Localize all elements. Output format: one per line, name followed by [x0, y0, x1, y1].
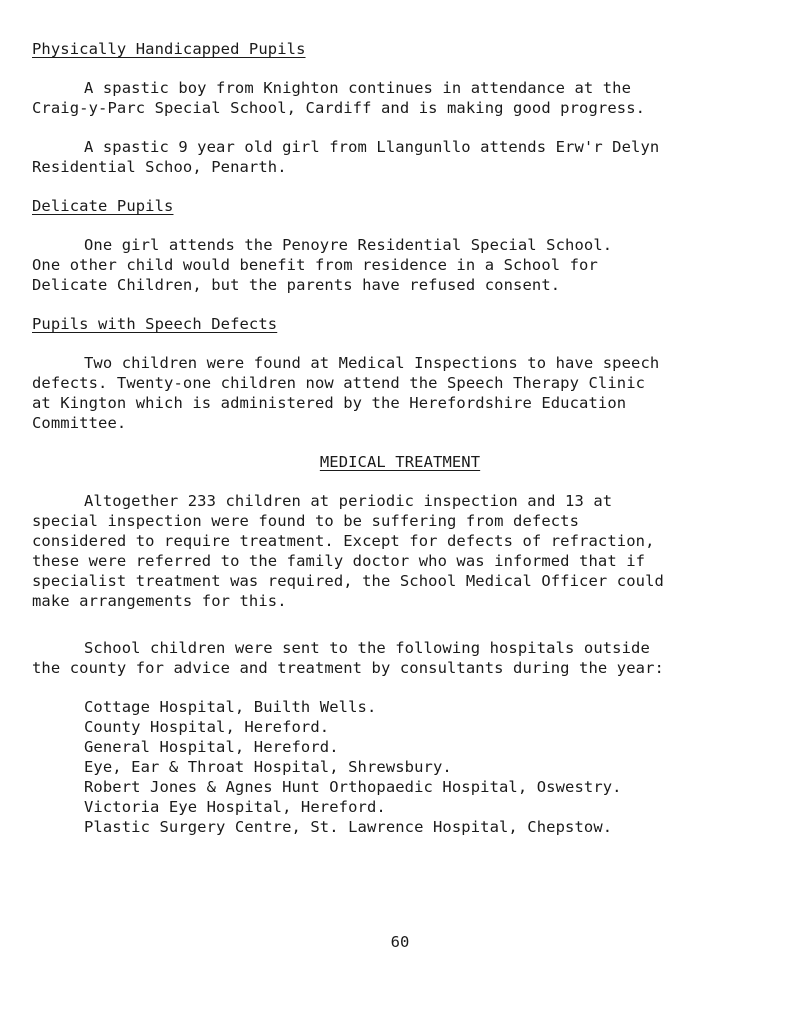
heading-delicate-pupils: Delicate Pupils: [32, 197, 174, 215]
hospital-list-item: Cottage Hospital, Builth Wells.: [84, 698, 377, 716]
paragraph-line: A spastic 9 year old girl from Llangunllo attends Erw'r Delyn: [84, 138, 660, 156]
paragraph-line: considered to require treatment. Except for defects of refraction,: [32, 532, 655, 550]
paragraph-line: Delicate Children, but the parents have refused consent.: [32, 276, 561, 294]
paragraph-line: at Kington which is administered by the Herefordshire Education: [32, 394, 627, 412]
hospital-list-item: General Hospital, Hereford.: [84, 738, 339, 756]
paragraph-line: Residential Schoo, Penarth.: [32, 158, 287, 176]
heading-physically-handicapped: Physically Handicapped Pupils: [32, 40, 306, 58]
paragraph-line: defects. Twenty-one children now attend the Speech Therapy Clinic: [32, 374, 646, 392]
hospital-list-item: Eye, Ear & Throat Hospital, Shrewsbury.: [84, 758, 452, 776]
page-number: 60: [390, 933, 410, 951]
paragraph-line: One girl attends the Penoyre Residential Special School.: [84, 236, 613, 254]
paragraph-line: School children were sent to the following hospitals outside: [84, 639, 650, 657]
paragraph-line: Committee.: [32, 414, 127, 432]
hospital-list-item: County Hospital, Hereford.: [84, 718, 330, 736]
heading-speech-defects: Pupils with Speech Defects: [32, 315, 278, 333]
paragraph-line: the county for advice and treatment by consultants during the year:: [32, 659, 664, 677]
paragraph-line: Two children were found at Medical Inspections to have speech: [84, 354, 660, 372]
paragraph-line: Altogether 233 children at periodic inspection and 13 at: [84, 492, 613, 510]
hospital-list-item: Victoria Eye Hospital, Hereford.: [84, 798, 386, 816]
paragraph-line: these were referred to the family doctor who was informed that if: [32, 552, 646, 570]
paragraph-line: One other child would benefit from residence in a School for: [32, 256, 598, 274]
paragraph-line: special inspection were found to be suffering from defects: [32, 512, 580, 530]
paragraph-line: A spastic boy from Knighton continues in attendance at the: [84, 79, 632, 97]
hospital-list-item: Robert Jones & Agnes Hunt Orthopaedic Hospital, Oswestry.: [84, 778, 622, 796]
paragraph-line: Craig-y-Parc Special School, Cardiff and is making good progress.: [32, 99, 646, 117]
hospital-list-item: Plastic Surgery Centre, St. Lawrence Hospital, Chepstow.: [84, 818, 613, 836]
paragraph-line: make arrangements for this.: [32, 592, 287, 610]
heading-medical-treatment: MEDICAL TREATMENT: [319, 453, 481, 471]
paragraph-line: specialist treatment was required, the School Medical Officer could: [32, 572, 664, 590]
